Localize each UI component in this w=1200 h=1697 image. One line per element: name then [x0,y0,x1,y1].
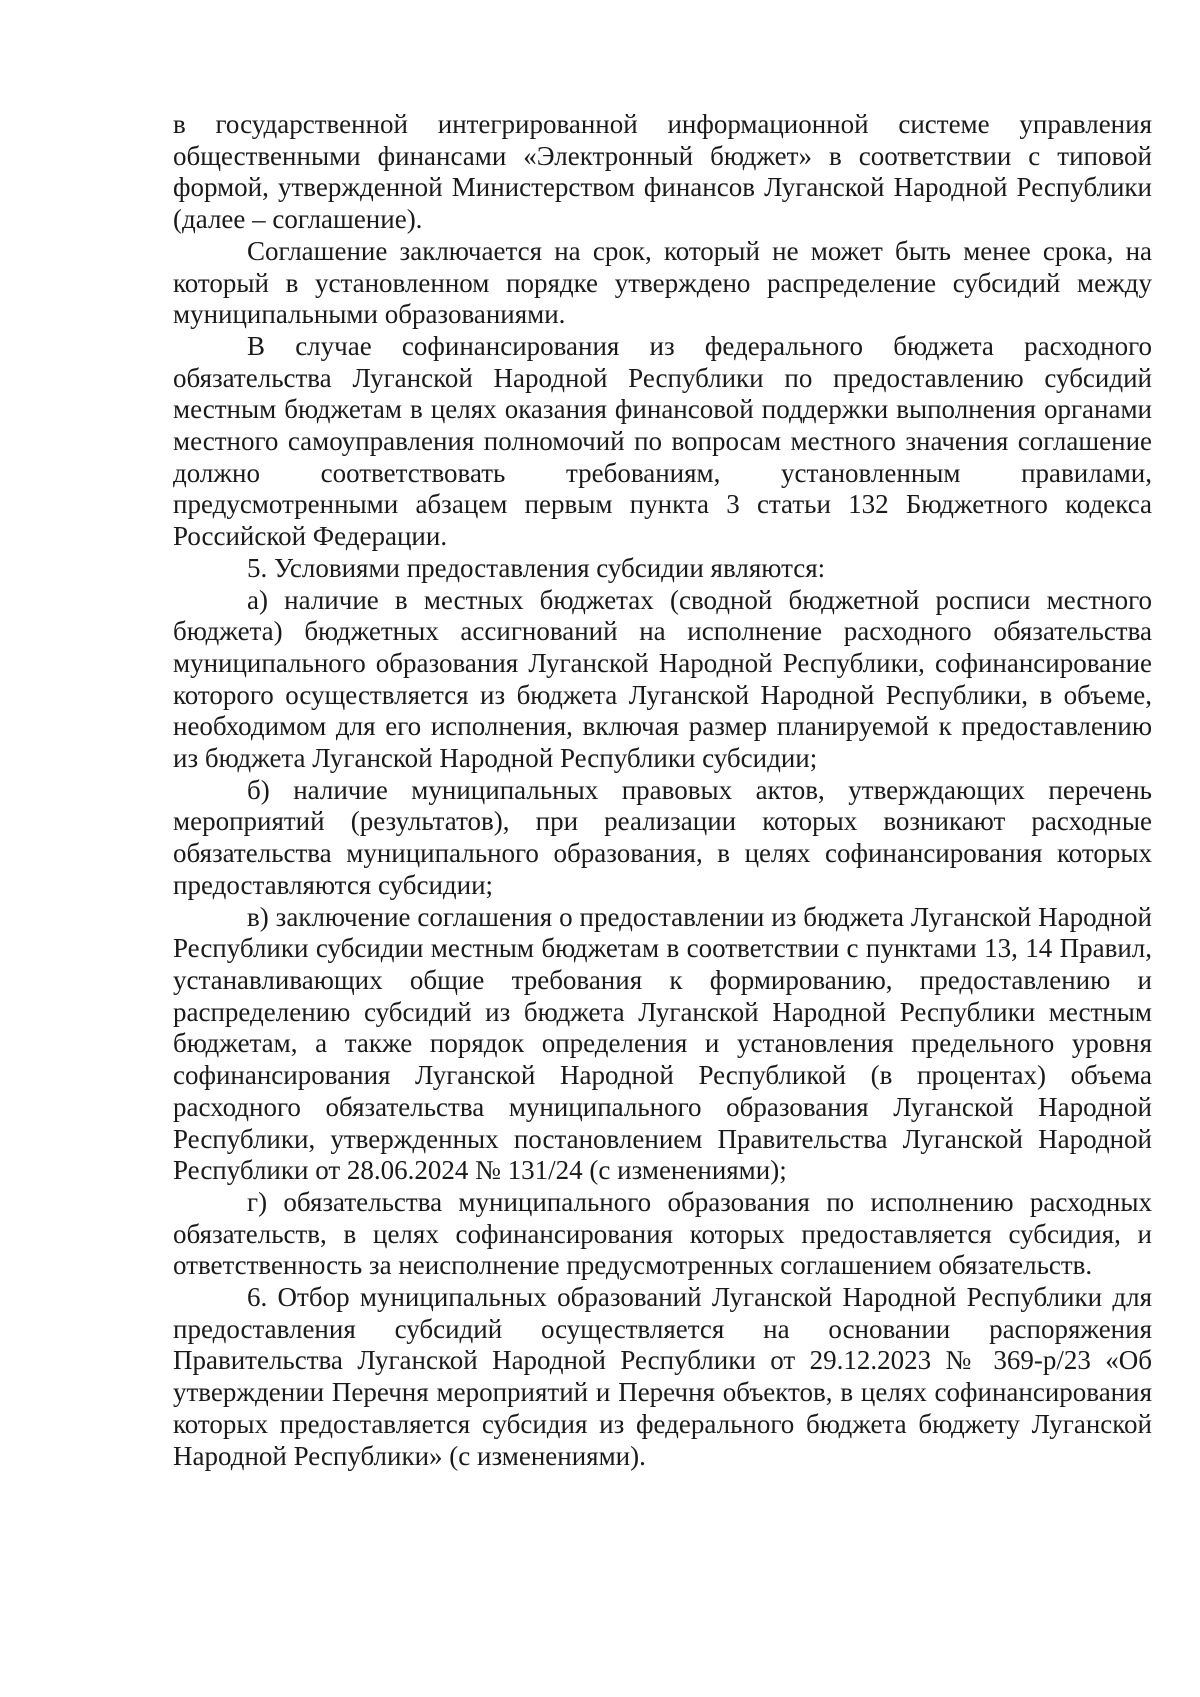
document-page [173,109,1152,1472]
paragraph-continuation: в государственной интегрированной информационной системе управления общественными финансами «Электронный бюджет» в соответствии с типовой формой, утвержденной Министерством финансов Луганской Народной Республики (далее – соглашение). [173,109,1152,235]
paragraph-federal-cofinancing: В случае софинансирования из федерального бюджета расходного обязательства Луганской Народной Республики по предоставлению субсидий местным бюджетам в целях оказания финансовой поддержки выполнения органами местного самоуправления полномочий по вопросам местного значения соглашение должно соответствовать требованиям, установленным правилами, предусмотренными абзацем первым пункта 3 статьи 132 Бюджетного кодекса Российской Федерации. [173,330,1152,552]
paragraph-condition-g: г) обязательства муниципального образования по исполнению расходных обязательств, в целях софинансирования которых предоставляется субсидия, и ответственность за неисполнение предусмотренных соглашением обязательств. [173,1186,1152,1281]
paragraph-condition-a: а) наличие в местных бюджетах (сводной бюджетной росписи местного бюджета) бюджетных ассигнований на исполнение расходного обязательства муниципального образования Луганской Народной Республики, софинансирование которого осуществляется из бюджета Луганской Народной Республики, в объеме, необходимом для его исполнения, включая размер планируемой к предоставлению из бюджета Луганской Народной Республики субсидии; [173,584,1152,774]
paragraph-section-5-heading: 5. Условиями предоставления субсидии являются: [247,552,826,583]
paragraph-condition-v: в) заключение соглашения о предоставлении из бюджета Луганской Народной Республики субсидии местным бюджетам в соответствии с пунктами 13, 14 Правил, устанавливающих общие требования к формированию, предоставлению и распределению субсидий из бюджета Луганской Народной Республики местным бюджетам, а также порядок определения и установления предельного уровня софинансирования Луганской Народной Республикой (в процентах) объема расходного обязательства муниципального образования Луганской Народной Республики, утвержденных постановлением Правительства Луганской Народной Республики от 28.06.2024 № 131/24 (с изменениями); [173,901,1152,1186]
paragraph-agreement-term: Соглашение заключается на срок, который не может быть менее срока, на который в установленном порядке утверждено распределение субсидий между муниципальными образованиями. [173,235,1152,330]
paragraph-section-6: 6. Отбор муниципальных образований Луганской Народной Республики для предоставления субсидий осуществляется на основании распоряжения Правительства Луганской Народной Республики от 29.12.2023 № 369-р/23 «Об утверждении Перечня мероприятий и Перечня объектов, в целях софинансирования которых предоставляется субсидия из федерального бюджета бюджету Луганской Народной Республики» (с изменениями). [173,1282,1152,1471]
paragraph-condition-b: б) наличие муниципальных правовых актов, утверждающих перечень мероприятий (результатов), при реализации которых возникают расходные обязательства муниципального образования, в целях софинансирования которых предоставляются субсидии; [173,774,1152,900]
